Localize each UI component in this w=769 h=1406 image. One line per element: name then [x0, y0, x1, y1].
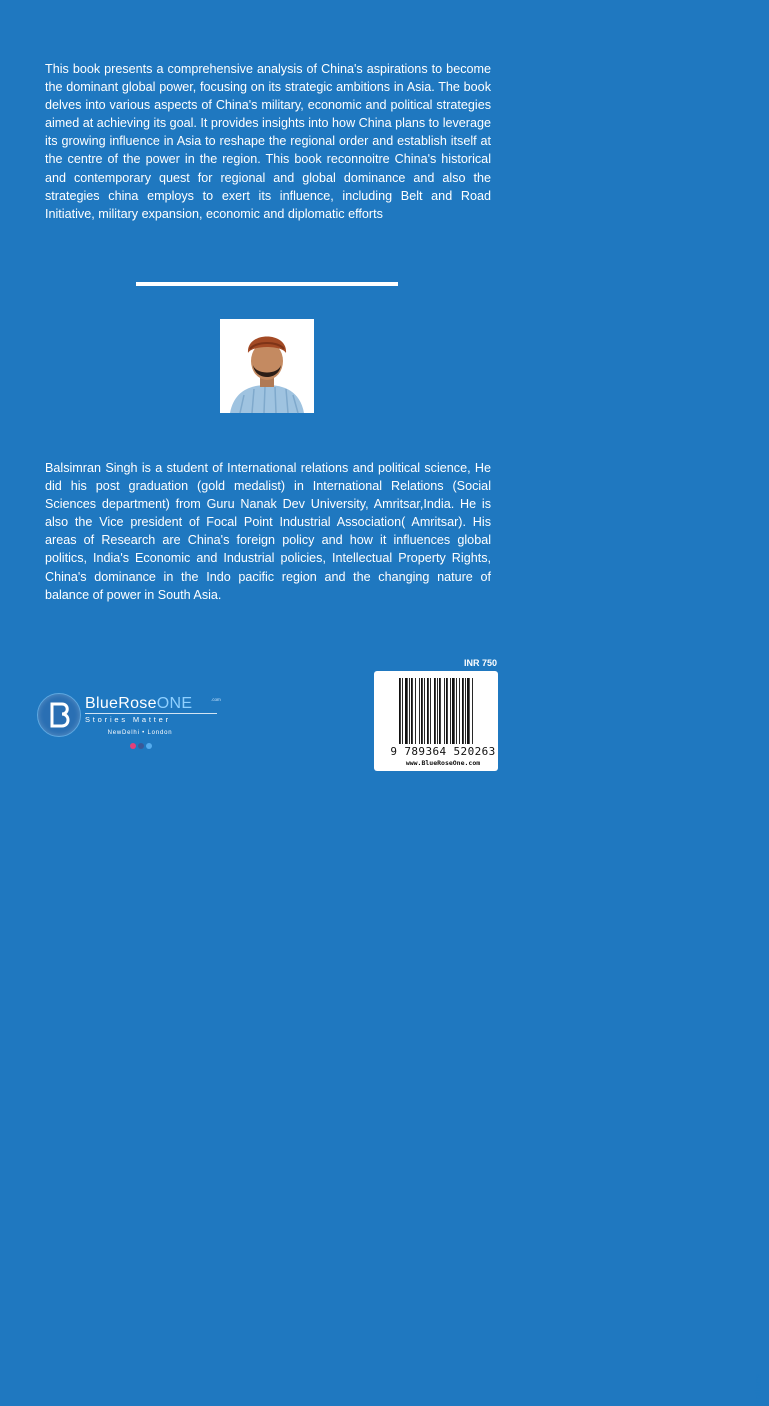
twitter-icon — [146, 743, 152, 749]
brand-main: BlueRose — [85, 695, 157, 712]
bluerose-emblem-icon — [37, 693, 81, 737]
brand-accent: ONE — [156, 695, 193, 712]
instagram-icon — [130, 743, 136, 749]
author-portrait-illustration — [220, 319, 314, 413]
publisher-locations: NewDelhi • London — [107, 730, 173, 736]
book-blurb: This book presents a comprehensive analysis of China's aspirations to become the dominant global power, focusing on its strategic ambitions in Asia. The book delves into various aspects of China's military, economic and political strategies aimed at achieving its goal. It provides insights into how China plans to leverage its growing influence in Asia to reshape the regional order and establish itself at the centre of the power in the region. This book reconnoitre China's historical and contemporary quest for regional and global dominance and also the strategies china employs to exert its influence, including Belt and Road Initiative, military expansion, economic and diplomatic efforts — [45, 62, 491, 221]
price-label: INR 750 — [464, 658, 498, 668]
facebook-icon — [138, 743, 144, 749]
social-icons — [129, 742, 153, 750]
barcode-panel — [374, 671, 763, 1406]
brand-suffix: .com — [211, 697, 221, 702]
genre-label: Politics — [753, 1373, 763, 1406]
author-photo — [220, 319, 314, 413]
publisher-logo — [37, 693, 237, 773]
publisher-tagline: Stories Matter — [85, 715, 171, 724]
isbn-barcode — [398, 678, 494, 744]
tagline-divider — [85, 713, 217, 714]
section-divider — [136, 282, 398, 286]
isbn-number: 9 789364 520263 — [390, 745, 496, 758]
author-bio: Balsimran Singh is a student of International relations and political science, He did his post graduation (gold medalist) in International Relations (Social Sciences department) from Guru Nanak Dev University, Amritsar,India. He is also the Vice president of Focal Point Industrial Association( Amritsar). His areas of Research are China's foreign policy and how it influences global politics, India's Economic and Industrial policies, Intellectual Property Rights, China's dominance in the Indo pacific region and the changing nature of balance of power in South Asia. — [45, 461, 491, 602]
publisher-brand — [85, 695, 192, 713]
publisher-website[interactable]: www.BlueRoseOne.com — [405, 759, 481, 767]
